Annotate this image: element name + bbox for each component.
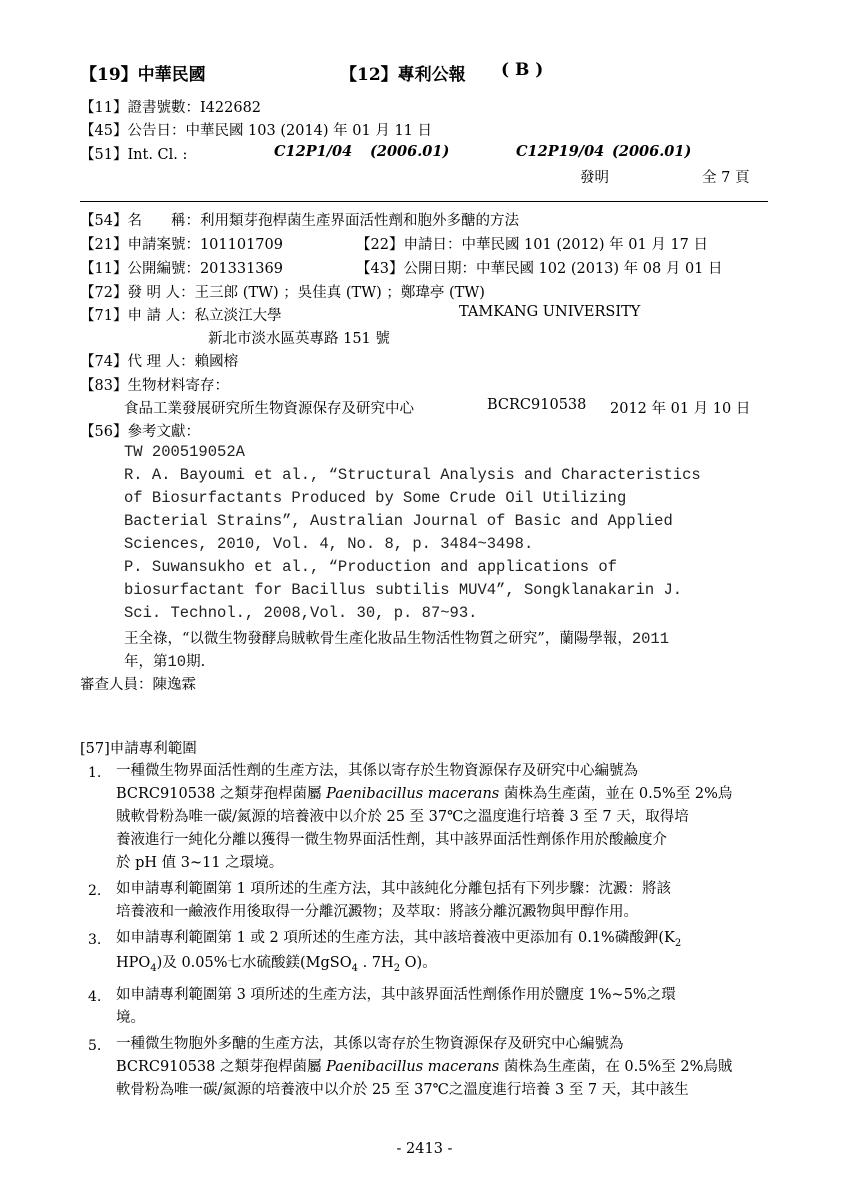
certificate-number: I422682 xyxy=(199,100,262,116)
examiner-line: 審查人員：陳逸霖 xyxy=(80,677,196,693)
deposit-date: 2012 年 01 月 10 日 xyxy=(610,401,751,417)
reference-line: biosurfactant for Bacillus subtilis MUV4”, Songklanakarin J. xyxy=(124,581,683,599)
reference-line: of Biosurfactants Produced by Some Crude Oil Utilizing xyxy=(124,489,627,507)
claim-line: 如申請專利範圍第 1 項所述的生產方法，其中該純化分離包括有下列步驟：沈澱：將該 xyxy=(116,881,671,897)
species-name: Paenibacillus macerans xyxy=(326,786,500,802)
publication-date-label: 【43】公開日期： xyxy=(356,261,476,277)
subscript: 4 xyxy=(150,962,157,974)
claim-line: 一種微生物界面活性劑的生產方法，其係以寄存於生物資源保存及研究中心編號為 xyxy=(116,763,638,779)
intcl-version-1: (2006.01) xyxy=(370,143,450,160)
claim-line xyxy=(116,927,770,955)
country-heading: 【19】中華民國 xyxy=(80,65,206,85)
intcl-code-1: C12P1/04 xyxy=(274,143,353,160)
agent-label: 【74】代 理 人： xyxy=(80,354,195,370)
announce-label: 【45】公告日： xyxy=(80,123,186,139)
inventor-label: 【72】發 明 人： xyxy=(80,285,195,301)
application-date-line xyxy=(356,233,708,254)
subscript: 2 xyxy=(393,962,401,974)
claim-text: . 7H xyxy=(357,955,394,971)
patent-category: 發明 xyxy=(580,170,609,186)
agent-name: 賴國榕 xyxy=(194,354,239,370)
certificate-line xyxy=(80,96,261,117)
page-number: - 2413 - xyxy=(396,1141,453,1157)
deposit-number: BCRC910538 xyxy=(487,397,587,413)
page-count: 全 7 頁 xyxy=(702,170,750,186)
reference-line: R. A. Bayoumi et al., “Structural Analysis and Characteristics xyxy=(124,466,701,484)
application-date: 中華民國 101 (2012) 年 01 月 17 日 xyxy=(461,237,709,253)
applicant-label: 【71】申 請 人： xyxy=(80,308,195,324)
claim-text: HPO xyxy=(116,955,151,971)
gazette-kind: 【12】專利公報 xyxy=(340,65,466,85)
header-divider xyxy=(80,201,768,202)
intcl-version-2: (2006.01) xyxy=(612,143,692,160)
claim-line: 賊軟骨粉為唯一碳/氮源的培養液中以介於 25 至 37℃之溫度進行培養 3 至 7 天，取得培 xyxy=(116,809,689,825)
deposit-organization: 食品工業發展研究所生物資源保存及研究中心 xyxy=(124,401,414,417)
claim-text: O)。 xyxy=(400,955,437,971)
certificate-label: 【11】證書號數： xyxy=(80,100,200,116)
claim-line: 軟骨粉為唯一碳/氮源的培養液中以介於 25 至 37℃之溫度進行培養 3 至 7 天，其中該生 xyxy=(116,1082,689,1098)
reference-chinese-text: 王全祿，“以微生物發酵烏賊軟骨生產化妝品生物活性物質之研究”，蘭陽學報， xyxy=(124,631,632,647)
application-number-line xyxy=(80,233,283,254)
claim-text: 如申請專利範圍第 1 或 2 項所述的生產方法，其中該培養液中更添加有 0.1%磷酸鉀(K xyxy=(116,930,675,946)
claim-number: 4. xyxy=(88,989,102,1005)
applicant-name: 私立淡江大學 xyxy=(194,308,282,324)
announce-date: 中華民國 103 (2014) 年 01 月 11 日 xyxy=(185,123,433,139)
reference-line: Sciences, 2010, Vol. 4, No. 8, p. 3484~3498. xyxy=(124,535,534,553)
intcl-code-2: C12P19/04 xyxy=(516,143,605,160)
claim-line: 如申請專利範圍第 3 項所述的生產方法，其中該界面活性劑係作用於鹽度 1%~5%之環 xyxy=(116,987,676,1003)
title-label: 【54】名 稱： xyxy=(80,213,200,229)
applicant-english-name: TAMKANG UNIVERSITY xyxy=(459,304,641,320)
applicant-line xyxy=(80,304,282,325)
reference-line-chinese xyxy=(124,627,669,648)
publication-date-line xyxy=(356,257,723,278)
intcl-label: 【51】Int. Cl. : xyxy=(80,147,188,163)
deposit-label: 【83】生物材料寄存： xyxy=(80,378,229,394)
claim-number: 3. xyxy=(88,932,102,948)
reference-chinese-year: 2011 xyxy=(631,630,670,648)
reference-line: Bacterial Strains”, Australian Journal of Basic and Applied xyxy=(124,512,673,530)
claim-line: 培養液和一鹼液作用後取得一分離沉澱物；及萃取：將該分離沉澱物與甲醇作用。 xyxy=(116,904,638,920)
inventor-line xyxy=(80,281,485,302)
announce-line xyxy=(80,119,432,140)
claim-number: 2. xyxy=(88,883,102,899)
reference-chinese-issue: 10 xyxy=(167,653,187,671)
claim-number: 1. xyxy=(88,765,102,781)
claim-line: 一種微生物胞外多醣的生產方法，其係以寄存於生物資源保存及研究中心編號為 xyxy=(116,1036,624,1052)
publication-number: 201331369 xyxy=(199,261,283,277)
application-number: 101101709 xyxy=(199,237,283,253)
claims-heading: [57]申請專利範圍 xyxy=(80,741,197,757)
claim-line: 於 pH 值 3~11 之環境。 xyxy=(116,855,284,871)
application-number-label: 【21】申請案號： xyxy=(80,237,200,253)
claim-line: 境。 xyxy=(116,1010,145,1026)
subscript: 4 xyxy=(351,962,358,974)
claim-line xyxy=(116,952,770,980)
publication-number-line xyxy=(80,257,283,278)
patent-title: 利用類芽孢桿菌生產界面活性劑和胞外多醣的方法 xyxy=(199,213,519,229)
reference-line-chinese-2 xyxy=(124,650,205,671)
reference-chinese-text: 年，第 xyxy=(124,654,168,670)
claim-number: 5. xyxy=(88,1038,102,1054)
inventor-names: 王三郎 (TW) ；吳佳真 (TW) ；鄭瑋亭 (TW) xyxy=(194,285,485,301)
application-date-label: 【22】申請日： xyxy=(356,237,462,253)
reference-line: Sci. Technol., 2008,Vol. 30, p. 87~93. xyxy=(124,604,478,622)
claim-line: 養液進行一純化分離以獲得一微生物界面活性劑，其中該界面活性劑係作用於酸鹼度介 xyxy=(116,832,667,848)
claim-text: )及 0.05%七水硫酸鎂(MgSO xyxy=(156,955,352,971)
publication-date: 中華民國 102 (2013) 年 08 月 01 日 xyxy=(475,261,723,277)
title-line xyxy=(80,209,519,230)
kind-code: ( B ) xyxy=(501,60,544,80)
reference-line: P. Suwansukho et al., “Production and applications of xyxy=(124,558,617,576)
reference-line: TW 200519052A xyxy=(124,443,245,461)
reference-chinese-text: 期. xyxy=(186,654,206,670)
subscript: 2 xyxy=(674,937,682,949)
claim-line: BCRC910538 之類芽孢桿菌屬 Paenibacillus macerans 菌株為生產菌，在 0.5%至 2%烏賊 xyxy=(116,1059,733,1075)
applicant-address: 新北市淡水區英專路 151 號 xyxy=(208,331,390,347)
publication-number-label: 【11】公開編號： xyxy=(80,261,200,277)
references-label: 【56】參考文獻： xyxy=(80,424,200,440)
claim-line: BCRC910538 之類芽孢桿菌屬 Paenibacillus macerans 菌株為生產菌，並在 0.5%至 2%烏 xyxy=(116,786,733,802)
species-name: Paenibacillus macerans xyxy=(326,1059,500,1075)
agent-line xyxy=(80,350,238,371)
